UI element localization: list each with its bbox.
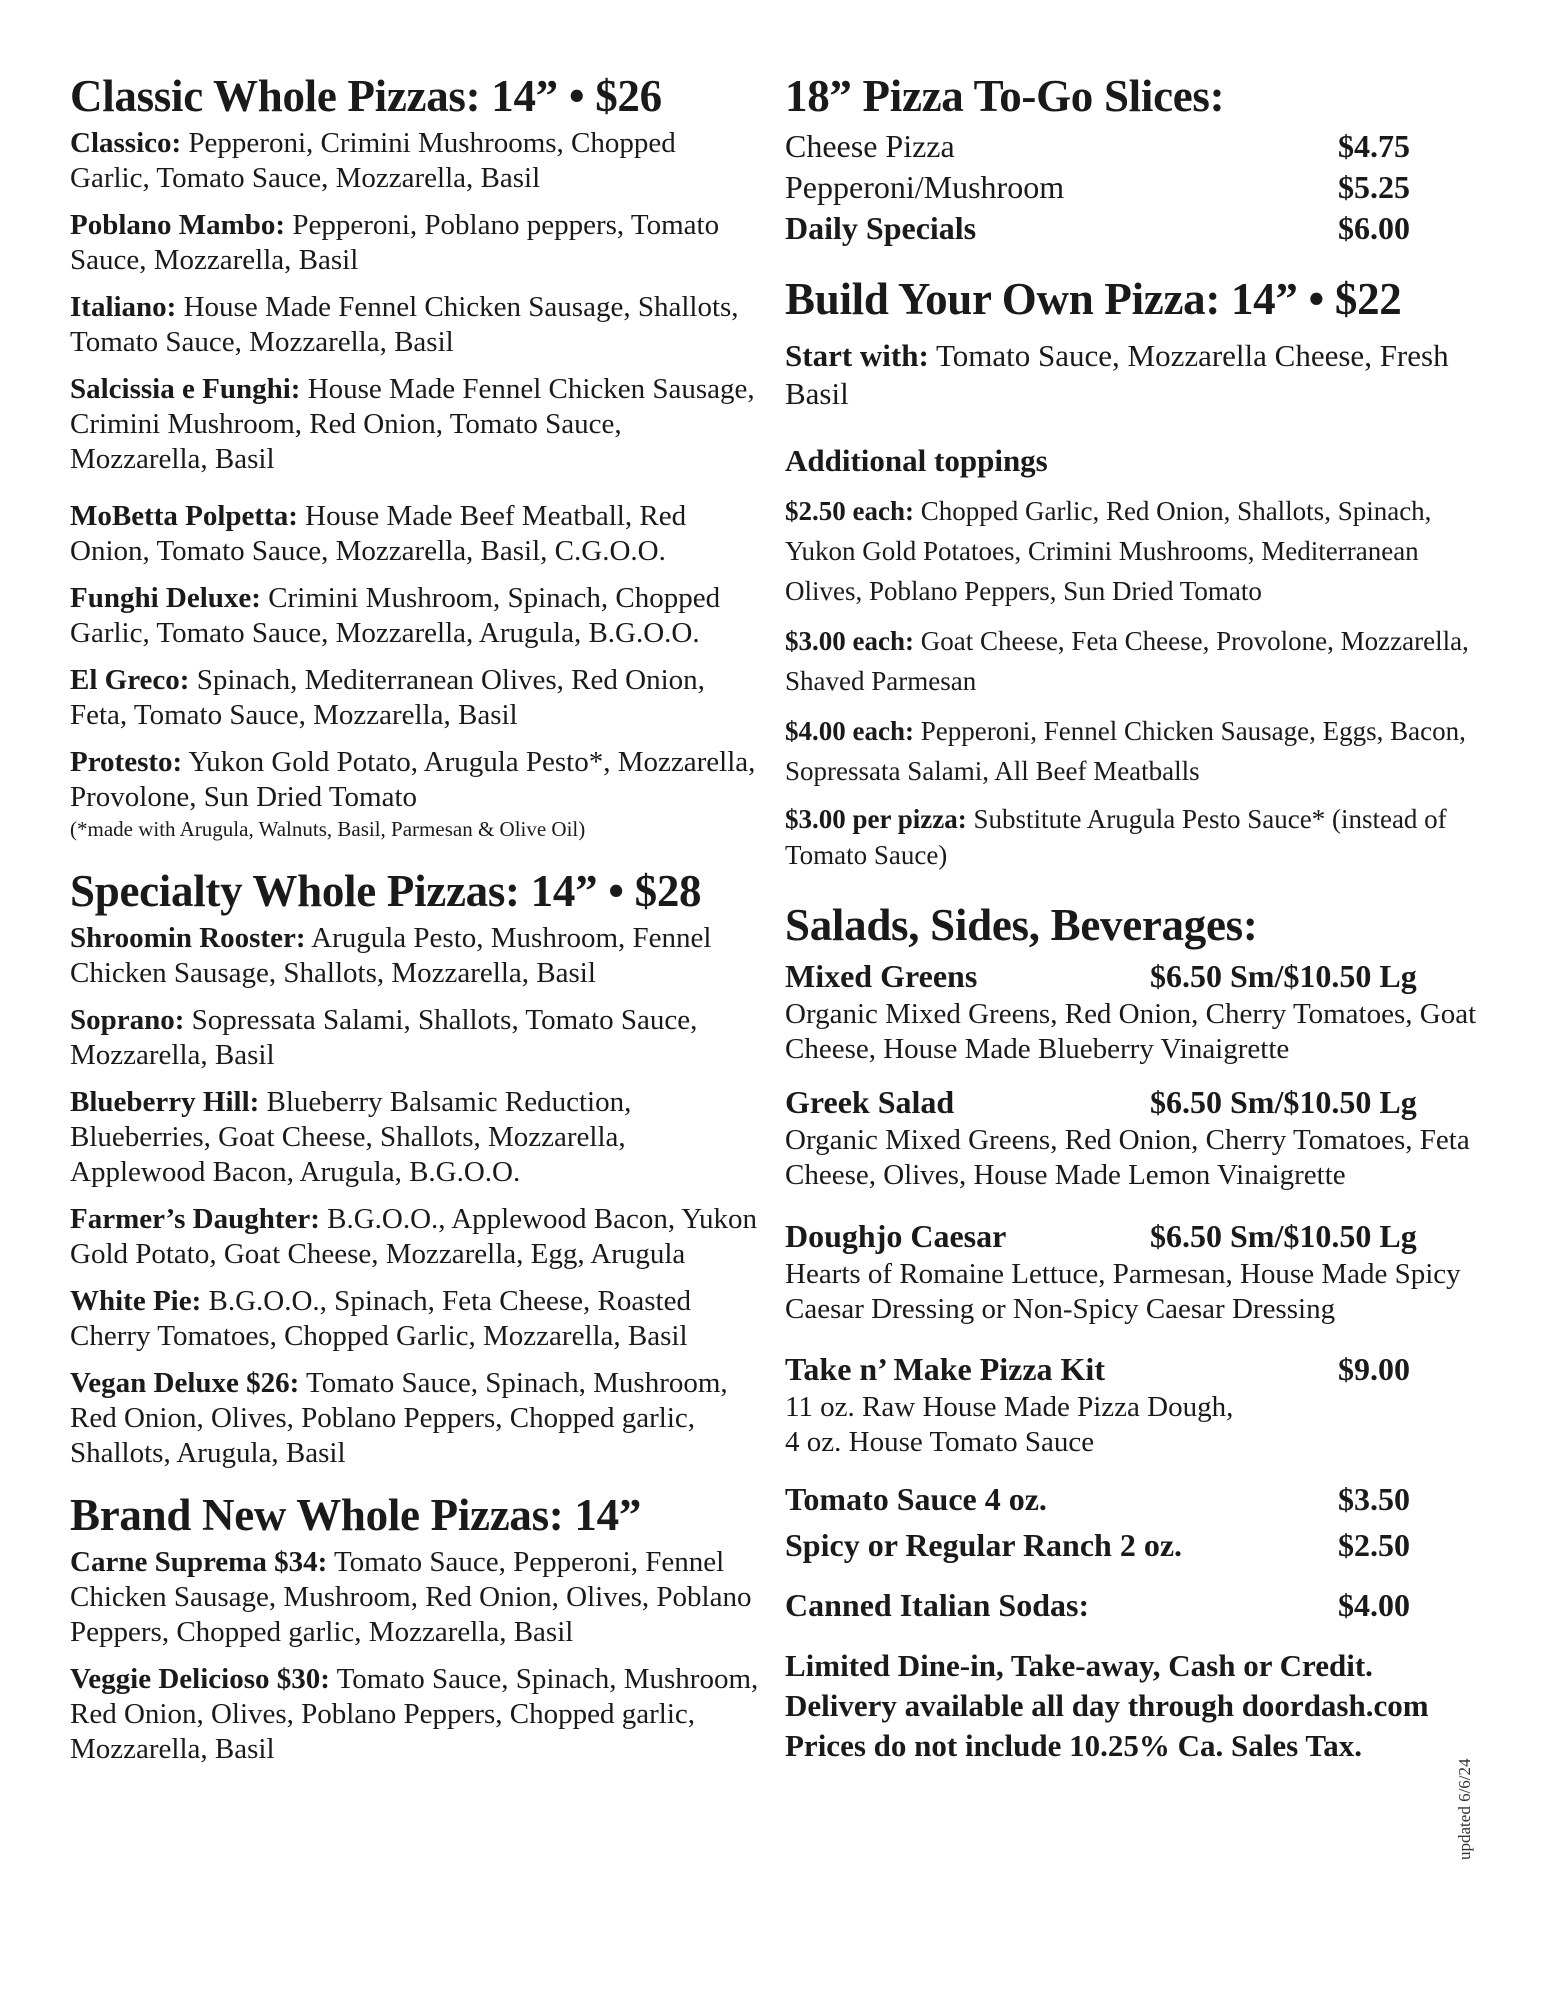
menu-item: [70, 208, 760, 278]
menu-item: [70, 1085, 760, 1190]
item-desc: Blueberry Balsamic Reduction, Blueberries, Goat Cheese, Shallots, Mozzarella, Applewood Bacon, Arugula, B.G.O.O.: [70, 1086, 632, 1188]
footer-line: Delivery available all day through doordash.com: [785, 1688, 1429, 1723]
row-price: $4.75: [1338, 128, 1410, 164]
item-desc: House Made Fennel Chicken Sausage, Shallots, Tomato Sauce, Mozzarella, Basil: [70, 291, 739, 358]
sodas-name: Canned Italian Sodas:: [785, 1587, 1090, 1623]
extra-price: $3.50: [1338, 1481, 1410, 1517]
topping-group: [785, 491, 1485, 611]
item-desc: Pepperoni, Crimini Mushrooms, Chopped Garlic, Tomato Sauce, Mozzarella, Basil: [70, 127, 676, 194]
row-price: $6.00: [1338, 210, 1410, 246]
topping-label: $2.50 each:: [785, 496, 914, 526]
menu-item: [70, 1202, 760, 1272]
salads-title: Salads, Sides, Beverages:: [785, 900, 1258, 950]
item-desc: House Made Fennel Chicken Sausage, Crimini Mushroom, Red Onion, Tomato Sauce, Mozzarella, Basil: [70, 373, 755, 475]
topping-group: [785, 621, 1485, 701]
kit-desc: [785, 1390, 1485, 1460]
item-desc: Yukon Gold Potato, Arugula Pesto*, Mozzarella, Provolone, Sun Dried Tomato: [70, 746, 756, 813]
row-price: $5.25: [1338, 169, 1410, 205]
extra-name: Tomato Sauce 4 oz.: [785, 1481, 1047, 1517]
item-desc: B.G.O.O., Applewood Bacon, Yukon Gold Potato, Goat Cheese, Mozzarella, Egg, Arugula: [70, 1203, 758, 1270]
salad-price: $6.50 Sm/$10.50 Lg: [1150, 958, 1417, 994]
item-name: Classico:: [70, 127, 182, 159]
protesto-note: (*made with Arugula, Walnuts, Basil, Parmesan & Olive Oil): [70, 817, 586, 841]
salad-name: Doughjo Caesar: [785, 1218, 1007, 1254]
item-desc: Pepperoni, Poblano peppers, Tomato Sauce, Mozzarella, Basil: [70, 209, 720, 276]
item-name: Veggie Delicioso $30:: [70, 1663, 330, 1695]
topping-label: $3.00 each:: [785, 626, 914, 656]
topping-label: $4.00 each:: [785, 716, 914, 746]
salad-name: Mixed Greens: [785, 958, 978, 994]
menu-item: [70, 745, 760, 841]
topping-desc: Goat Cheese, Feta Cheese, Provolone, Mozzarella, Shaved Parmesan: [785, 626, 1469, 696]
item-name: Italiano:: [70, 291, 177, 323]
menu-item: [70, 1545, 760, 1650]
item-name: Carne Suprema $34:: [70, 1546, 328, 1578]
kit-price: $9.00: [1338, 1351, 1410, 1387]
start-with: [785, 337, 1485, 413]
row-name: Daily Specials: [785, 210, 977, 246]
salad-desc: Organic Mixed Greens, Red Onion, Cherry Tomatoes, Feta Cheese, Olives, House Made Lemon Vinaigrette: [785, 1124, 1470, 1191]
sodas-row: [785, 1582, 1410, 1628]
sodas-price: $4.00: [1338, 1587, 1410, 1623]
item-name: Vegan Deluxe $26:: [70, 1367, 300, 1399]
salad-head: [785, 1081, 1450, 1123]
footer-line: Limited Dine-in, Take-away, Cash or Credit.: [785, 1648, 1373, 1683]
item-desc: Sopressata Salami, Shallots, Tomato Sauce, Mozzarella, Basil: [70, 1004, 698, 1071]
item-name: Blueberry Hill:: [70, 1086, 260, 1118]
item-name: Funghi Deluxe:: [70, 582, 261, 614]
menu-item: [70, 1366, 760, 1471]
topping-label: $3.00 per pizza:: [785, 804, 967, 834]
right-column: [785, 70, 1485, 1766]
extra-name: Spicy or Regular Ranch 2 oz.: [785, 1527, 1183, 1563]
salad-price: $6.50 Sm/$10.50 Lg: [1150, 1084, 1417, 1120]
kit-desc-line: 11 oz. Raw House Made Pizza Dough,: [785, 1391, 1234, 1423]
item-desc: Tomato Sauce, Spinach, Mushroom, Red Onion, Olives, Poblano Peppers, Chopped garlic, Mozzarella, Basil: [70, 1663, 759, 1765]
extra-price: $2.50: [1338, 1527, 1410, 1563]
menu-item: [70, 1662, 760, 1767]
salad-head: [785, 955, 1450, 997]
item-desc: Arugula Pesto, Mushroom, Fennel Chicken Sausage, Shallots, Mozzarella, Basil: [70, 922, 712, 989]
price-row: [785, 208, 1410, 249]
item-name: Poblano Mambo:: [70, 209, 286, 241]
item-name: Salcissia e Funghi:: [70, 373, 301, 405]
kit-name: Take n’ Make Pizza Kit: [785, 1351, 1105, 1387]
menu-item: [70, 372, 760, 477]
item-desc: Spinach, Mediterranean Olives, Red Onion, Feta, Tomato Sauce, Mozzarella, Basil: [70, 664, 705, 731]
menu-item: [70, 663, 760, 733]
item-desc: Tomato Sauce, Pepperoni, Fennel Chicken Sausage, Mushroom, Red Onion, Olives, Poblano Peppers, Chopped garlic, Mozzarella, Basil: [70, 1546, 752, 1648]
item-name: MoBetta Polpetta:: [70, 500, 298, 532]
left-column: [70, 70, 760, 1779]
item-name: White Pie:: [70, 1285, 202, 1317]
start-label: Start with:: [785, 338, 929, 373]
salad-desc: Hearts of Romaine Lettuce, Parmesan, House Made Spicy Caesar Dressing or Non-Spicy Caesar Dressing: [785, 1258, 1461, 1325]
topping-desc: Chopped Garlic, Red Onion, Shallots, Spinach, Yukon Gold Potatoes, Crimini Mushrooms, Mediterranean Olives, Poblano Peppers, Sun Dried Tomato: [785, 496, 1432, 606]
item-name: Farmer’s Daughter:: [70, 1203, 320, 1235]
item-name: El Greco:: [70, 664, 190, 696]
item-name: Shroomin Rooster:: [70, 922, 306, 954]
menu-item: [70, 1003, 760, 1073]
price-row: [785, 126, 1410, 167]
toppings-title: Additional toppings: [785, 443, 1048, 478]
item-desc: House Made Beef Meatball, Red Onion, Tomato Sauce, Mozzarella, Basil, C.G.O.O.: [70, 500, 687, 567]
menu-item: [70, 921, 760, 991]
menu-item: [70, 1284, 760, 1354]
classic-title: Classic Whole Pizzas: 14” • $26: [70, 71, 662, 121]
salad-price: $6.50 Sm/$10.50 Lg: [1150, 1218, 1417, 1254]
price-row: [785, 167, 1410, 208]
salad-name: Greek Salad: [785, 1084, 955, 1120]
item-name: Soprano:: [70, 1004, 185, 1036]
item-desc: Tomato Sauce, Spinach, Mushroom, Red Onion, Olives, Poblano Peppers, Chopped garlic, Shallots, Arugula, Basil: [70, 1367, 728, 1469]
topping-group: [785, 801, 1485, 873]
menu-item: [70, 126, 760, 196]
topping-group: [785, 711, 1485, 791]
footer-line: Prices do not include 10.25% Ca. Sales Tax.: [785, 1728, 1362, 1763]
kit-row: [785, 1349, 1410, 1390]
build-title: Build Your Own Pizza: 14” • $22: [785, 274, 1402, 324]
slices-title: 18” Pizza To-Go Slices:: [785, 71, 1225, 121]
salad-desc: Organic Mixed Greens, Red Onion, Cherry Tomatoes, Goat Cheese, House Made Blueberry Vinaigrette: [785, 998, 1477, 1065]
topping-desc: Substitute Arugula Pesto Sauce* (instead of Tomato Sauce): [785, 804, 1447, 870]
row-name: Cheese Pizza: [785, 128, 955, 164]
extra-row: [785, 1476, 1410, 1522]
salad-head: [785, 1215, 1450, 1257]
specialty-title: Specialty Whole Pizzas: 14” • $28: [70, 866, 702, 916]
item-desc: B.G.O.O., Spinach, Feta Cheese, Roasted Cherry Tomatoes, Chopped Garlic, Mozzarella, Basil: [70, 1285, 691, 1352]
row-name: Pepperoni/Mushroom: [785, 169, 1065, 205]
updated-date: updated 6/6/24: [1455, 1758, 1474, 1860]
menu-item: [70, 499, 760, 569]
item-desc: Crimini Mushroom, Spinach, Chopped Garlic, Tomato Sauce, Mozzarella, Arugula, B.G.O.O.: [70, 582, 721, 649]
brand-new-title: Brand New Whole Pizzas: 14”: [70, 1490, 642, 1540]
extra-row: [785, 1522, 1410, 1568]
menu-item: [70, 290, 760, 360]
kit-desc-line: 4 oz. House Tomato Sauce: [785, 1426, 1095, 1458]
start-desc: Tomato Sauce, Mozzarella Cheese, Fresh Basil: [785, 338, 1449, 411]
topping-desc: Pepperoni, Fennel Chicken Sausage, Eggs, Bacon, Sopressata Salami, All Beef Meatballs: [785, 716, 1466, 786]
item-name: Protesto:: [70, 746, 183, 778]
menu-item: [70, 581, 760, 651]
